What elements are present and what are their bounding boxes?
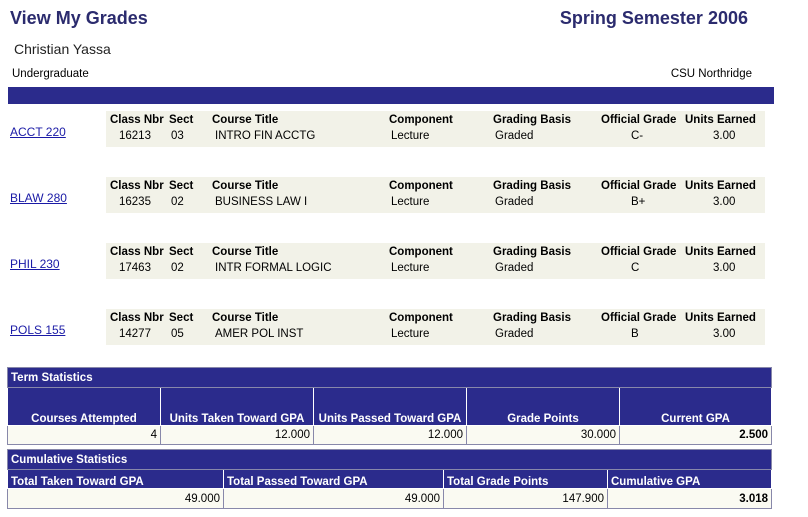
header-class-nbr: Class Nbr	[110, 312, 164, 324]
total-passed-header: Total Passed Toward GPA	[224, 470, 444, 489]
header-class-nbr: Class Nbr	[110, 246, 164, 258]
header-sect: Sect	[169, 180, 194, 192]
header-class-nbr: Class Nbr	[110, 114, 164, 126]
component-value: Lecture	[391, 130, 430, 142]
units-taken-header: Units Taken Toward GPA	[161, 388, 314, 426]
course-row	[106, 243, 765, 279]
cumulative-gpa-header: Cumulative GPA	[608, 470, 772, 489]
header-divider-bar	[8, 87, 774, 104]
class-nbr-value: 14277	[119, 328, 151, 340]
units-earned-value: 3.00	[713, 196, 736, 208]
header-course-title: Course Title	[212, 312, 279, 324]
course-row	[106, 309, 765, 345]
header-class-nbr: Class Nbr	[110, 180, 164, 192]
component-value: Lecture	[391, 196, 430, 208]
sect-value: 05	[171, 328, 184, 340]
course-title-value: BUSINESS LAW I	[215, 196, 308, 208]
cumulative-statistics-title: Cumulative Statistics	[8, 450, 772, 470]
header-course-title: Course Title	[212, 180, 279, 192]
header-component: Component	[389, 180, 453, 192]
semester-label: Spring Semester 2006	[559, 8, 748, 28]
header-official-grade: Official Grade	[601, 246, 677, 258]
course-title-value: INTR FORMAL LOGIC	[215, 262, 332, 274]
units-earned-value: 3.00	[713, 328, 736, 340]
institution-label: CSU Northridge	[670, 68, 752, 80]
current-gpa-header: Current GPA	[620, 388, 772, 426]
header-course-title: Course Title	[212, 246, 279, 258]
header-units-earned: Units Earned	[685, 180, 756, 192]
header-sect: Sect	[169, 114, 194, 126]
cumulative-gpa-value: 3.018	[608, 489, 772, 509]
total-passed-value: 49.000	[224, 489, 444, 509]
header-grading-basis: Grading Basis	[493, 180, 571, 192]
total-taken-value: 49.000	[8, 489, 224, 509]
course-title-value: INTRO FIN ACCTG	[215, 130, 316, 142]
page-title: View My Grades	[10, 8, 148, 28]
units-passed-value: 12.000	[314, 426, 467, 445]
class-nbr-value: 17463	[119, 262, 151, 274]
total-taken-header: Total Taken Toward GPA	[8, 470, 224, 489]
header-course-title: Course Title	[212, 114, 279, 126]
student-name: Christian Yassa	[14, 41, 111, 57]
current-gpa-value: 2.500	[620, 426, 772, 445]
header-official-grade: Official Grade	[601, 114, 677, 126]
grade-points-header: Grade Points	[467, 388, 620, 426]
component-value: Lecture	[391, 262, 430, 274]
header-units-earned: Units Earned	[685, 114, 756, 126]
header-units-earned: Units Earned	[685, 312, 756, 324]
official-grade-value: C-	[631, 130, 644, 142]
course-link-blaw-280[interactable]: BLAW 280	[10, 191, 67, 205]
grading-basis-value: Graded	[495, 130, 534, 142]
total-grade-points-value: 147.900	[444, 489, 608, 509]
sect-value: 02	[171, 262, 184, 274]
header-official-grade: Official Grade	[601, 312, 677, 324]
career-label: Undergraduate	[12, 68, 89, 80]
course-row	[106, 111, 765, 147]
component-value: Lecture	[391, 328, 430, 340]
header-grading-basis: Grading Basis	[493, 246, 571, 258]
header-component: Component	[389, 246, 453, 258]
header-grading-basis: Grading Basis	[493, 312, 571, 324]
units-taken-value: 12.000	[161, 426, 314, 445]
grading-basis-value: Graded	[495, 328, 534, 340]
official-grade-value: B+	[631, 196, 646, 208]
grade-points-value: 30.000	[467, 426, 620, 445]
header-official-grade: Official Grade	[601, 180, 677, 192]
term-statistics-title: Term Statistics	[8, 368, 772, 388]
term-statistics-table	[7, 367, 772, 445]
header-units-earned: Units Earned	[685, 246, 756, 258]
course-title-value: AMER POL INST	[215, 328, 304, 340]
course-row	[106, 177, 765, 213]
class-nbr-value: 16235	[119, 196, 151, 208]
cumulative-statistics-table	[7, 449, 772, 509]
units-earned-value: 3.00	[713, 262, 736, 274]
header-component: Component	[389, 114, 453, 126]
sect-value: 03	[171, 130, 184, 142]
course-link-phil-230[interactable]: PHIL 230	[10, 257, 60, 271]
courses-attempted-header: Courses Attempted	[8, 388, 161, 426]
header-sect: Sect	[169, 312, 194, 324]
class-nbr-value: 16213	[119, 130, 151, 142]
official-grade-value: C	[631, 262, 640, 274]
grading-basis-value: Graded	[495, 196, 534, 208]
official-grade-value: B	[631, 328, 639, 340]
header-sect: Sect	[169, 246, 194, 258]
header-component: Component	[389, 312, 453, 324]
header-grading-basis: Grading Basis	[493, 114, 571, 126]
sect-value: 02	[171, 196, 184, 208]
course-link-acct-220[interactable]: ACCT 220	[10, 125, 66, 139]
grading-basis-value: Graded	[495, 262, 534, 274]
units-passed-header: Units Passed Toward GPA	[314, 388, 467, 426]
total-grade-points-header: Total Grade Points	[444, 470, 608, 489]
units-earned-value: 3.00	[713, 130, 736, 142]
courses-attempted-value: 4	[8, 426, 161, 445]
course-link-pols-155[interactable]: POLS 155	[10, 323, 66, 337]
